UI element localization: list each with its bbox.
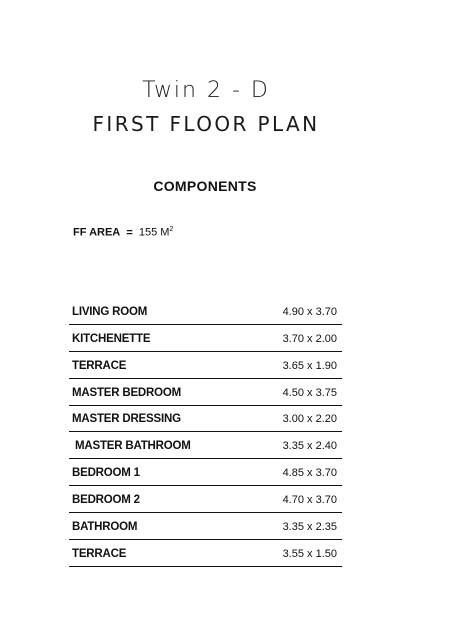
rooms-table	[69, 298, 342, 567]
table-row	[69, 432, 342, 459]
room-name: KITCHENETTE	[72, 332, 151, 345]
table-row	[69, 298, 342, 325]
room-dimensions: 3.70 x 2.00	[282, 332, 337, 345]
table-row	[69, 406, 342, 433]
room-name: MASTER BATHROOM	[72, 440, 191, 453]
floor-area-value: 155 M	[138, 226, 170, 239]
room-dimensions: 3.65 x 1.90	[282, 359, 337, 372]
page-title: Twin 2 - D	[142, 78, 270, 103]
room-name: MASTER BEDROOM	[72, 386, 182, 399]
room-name: TERRACE	[72, 359, 127, 372]
table-row	[69, 513, 342, 540]
room-dimensions: 4.90 x 3.70	[282, 305, 337, 318]
room-name: MASTER DRESSING	[72, 413, 181, 426]
table-row	[69, 352, 342, 379]
section-heading: COMPONENTS	[153, 178, 257, 194]
room-name: BEDROOM 2	[72, 494, 140, 507]
room-name: BATHROOM	[72, 521, 138, 534]
room-dimensions: 3.35 x 2.40	[282, 440, 337, 453]
room-dimensions: 4.85 x 3.70	[282, 467, 337, 480]
room-dimensions: 3.00 x 2.20	[282, 413, 337, 426]
page-subtitle: FIRST FLOOR PLAN	[92, 112, 320, 136]
table-row	[69, 486, 342, 513]
room-dimensions: 4.50 x 3.75	[282, 386, 337, 399]
table-row	[69, 325, 342, 352]
table-row	[69, 459, 342, 486]
floor-area	[73, 226, 173, 239]
room-name: BEDROOM 1	[72, 467, 140, 480]
room-name: LIVING ROOM	[72, 305, 148, 318]
room-name: TERRACE	[72, 547, 127, 560]
table-row	[69, 379, 342, 406]
room-dimensions: 4.70 x 3.70	[282, 494, 337, 507]
floor-area-equals: =	[126, 226, 133, 239]
room-dimensions: 3.35 x 2.35	[282, 521, 337, 534]
floor-area-unit-superscript: 2	[169, 226, 174, 233]
table-row	[69, 540, 342, 567]
floor-area-label: FF AREA	[73, 226, 121, 239]
room-dimensions: 3.55 x 1.50	[282, 547, 337, 560]
